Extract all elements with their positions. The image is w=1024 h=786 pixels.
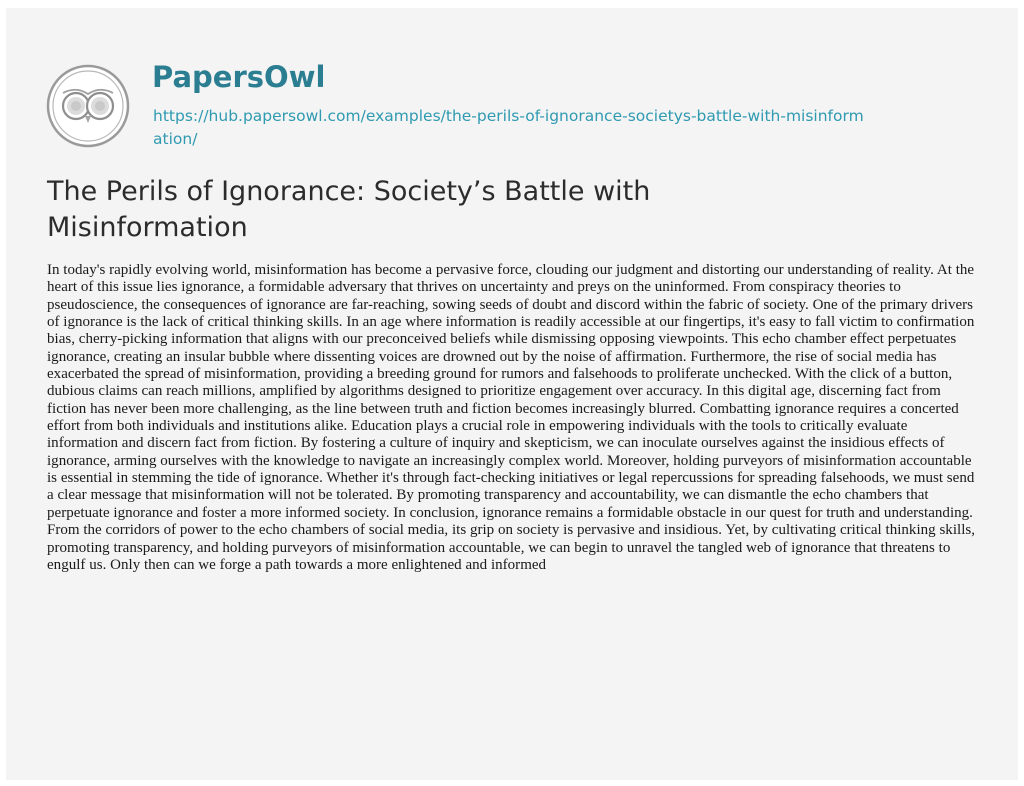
source-url-link[interactable]: https://hub.papersowl.com/examples/the-perils-of-ignorance-societys-battle-with-misinformation/ — [153, 107, 864, 148]
essay-body-text: In today's rapidly evolving world, misinformation has become a pervasive force, clouding our judgment and distorting our understanding of reality. At the heart of this issue lies ignorance, a formidable adversary that thrives on uncertainty and preys on the uninformed. From conspiracy theories to pseudoscience, the consequences of ignorance are far-reaching, sowing seeds of doubt and discord within the fabric of society. One of the primary drivers of ignorance is the lack of critical thinking skills. In an age where information is readily accessible at our fingertips, it's easy to fall victim to confirmation bias, cherry-picking information that aligns with our preconceived beliefs while dismissing opposing viewpoints. This echo chamber effect perpetuates ignorance, creating an insular bubble where dissenting voices are drowned out by the noise of affirmation. Furthermore, the rise of social media has exacerbated the spread of misinformation, providing a breeding ground for rumors and falsehoods to proliferate unchecked. With the click of a button, dubious claims can reach millions, amplified by algorithms designed to prioritize engagement over accuracy. In this digital age, discerning fact from fiction has never been more challenging, as the line between truth and fiction becomes increasingly blurred. Combatting ignorance requires a concerted effort from both individuals and institutions alike. Education plays a crucial role in empowering individuals with the tools to critically evaluate information and discern fact from fiction. By fostering a culture of inquiry and skepticism, we can inoculate ourselves against the insidious effects of ignorance, arming ourselves with the knowledge to navigate an increasingly complex world. Moreover, holding purveyors of misinformation accountable is essential in stemming the tide of ignorance. Whether it's through fact-checking initiatives or legal repercussions for spreading falsehoods, we must send a clear message that misinformation will not be tolerated. By promoting transparency and accountability, we can dismantle the echo chambers that perpetuate ignorance and foster a more informed society. In conclusion, ignorance remains a formidable obstacle in our quest for truth and understanding. From the corridors of power to the echo chambers of social media, its grip on society is pervasive and insidious. Yet, by cultivating critical thinking skills, promoting transparency, and holding purveyors of misinformation accountable, we can begin to unravel the tangled web of ignorance that threatens to engulf us. Only then can we forge a path towards a more enlightened and informed — [47, 262, 976, 573]
header — [46, 50, 986, 160]
essay-title: The Perils of Ignorance: Society’s Battle with Misinformation — [47, 176, 651, 243]
owl-logo-icon — [46, 64, 130, 148]
brand-name: PapersOwl — [152, 60, 326, 94]
